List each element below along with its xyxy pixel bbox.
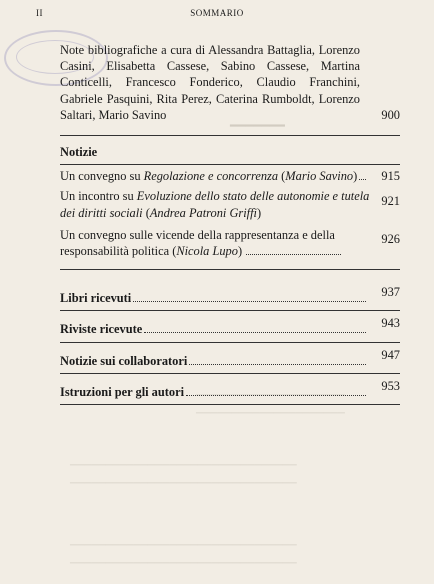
divider bbox=[60, 269, 400, 270]
bibliography-page: 900 bbox=[381, 107, 400, 122]
leader-dots bbox=[189, 363, 366, 365]
divider bbox=[60, 135, 400, 136]
leader-dots bbox=[246, 253, 341, 255]
toc-entry-istruzioni bbox=[60, 378, 400, 400]
toc-entry-collaboratori bbox=[60, 347, 400, 369]
toc-entry-notizia: Un incontro su Evoluzione dello stato delle autonomie e tutela dei diritti sociali (Andrea Patroni Griffi) 921 bbox=[60, 189, 400, 220]
divider bbox=[60, 404, 400, 405]
toc-entry-notizia: Un convegno sulle vicende della rappresentanza e della responsabilità politica (Nicola Lupo) 926 bbox=[60, 227, 400, 259]
entry-author: Andrea Patroni Griffi bbox=[149, 205, 257, 220]
table-of-contents bbox=[60, 40, 400, 405]
entry-prefix: Un convegno su bbox=[60, 169, 144, 184]
entry-label: Libri ricevuti bbox=[60, 291, 132, 306]
divider bbox=[60, 164, 400, 165]
divider bbox=[60, 342, 400, 343]
show-through-text: ───────────────────── bbox=[196, 408, 345, 419]
entry-author: Mario Savino bbox=[285, 169, 354, 184]
entry-prefix: Un convegno sulle vicende della rappresentanza e della responsabilità politica bbox=[60, 227, 335, 259]
entry-title: Regolazione e concorrenza bbox=[143, 169, 279, 184]
entry-title: Evoluzione dello stato delle autonomie e tutela dei diritti sociali bbox=[60, 189, 370, 220]
entry-label: Riviste ricevute bbox=[60, 322, 143, 337]
section-title: SOMMARIO bbox=[190, 8, 244, 18]
page-number: II bbox=[36, 8, 43, 18]
leader-dots bbox=[144, 331, 366, 333]
show-through-text: ━━━━━━━ bbox=[230, 118, 285, 133]
entry-author: Nicola Lupo bbox=[176, 244, 238, 259]
show-through-text: ──────────────────────────────── bbox=[70, 478, 297, 489]
show-through-text: ──────────────────────────────── bbox=[70, 540, 297, 551]
show-through-text: ──────────────────────────────── bbox=[70, 558, 297, 569]
entry-prefix: Un incontro su bbox=[60, 189, 137, 204]
entry-page: 926 bbox=[381, 231, 400, 246]
entry-page: 915 bbox=[381, 169, 400, 184]
divider bbox=[60, 373, 400, 374]
bibliography-text: Note bibliografiche a cura di Alessandra Battaglia, Lorenzo Casini, Elisabetta Cassese, Sabino Cassese, Martina Conticelli, Francesco Fonderico, Claudio Franchini, Gabriele Pasquini, Rita Perez, Caterina Rumboldt, Lorenzo Saltari, Mario Savino bbox=[60, 43, 360, 122]
leader-dots bbox=[186, 394, 366, 396]
toc-entry-notizia: Un convegno su Regolazione e concorrenza (Mario Savino) 915 bbox=[60, 169, 400, 184]
entry-label: Notizie sui collaboratori bbox=[60, 353, 188, 368]
running-head bbox=[0, 8, 434, 22]
toc-entry-libri bbox=[60, 285, 400, 306]
notizie-heading: Notizie bbox=[60, 145, 98, 160]
leader-dots bbox=[359, 178, 366, 180]
show-through-text: ──────────────────────────────── bbox=[70, 460, 297, 471]
toc-entry-bibliography bbox=[60, 42, 400, 123]
entry-page: 953 bbox=[381, 378, 400, 393]
entry-label: Istruzioni per gli autori bbox=[60, 384, 185, 399]
entry-page: 943 bbox=[381, 316, 400, 331]
show-through-text: ───────────────────── bbox=[196, 390, 345, 401]
entry-page: 937 bbox=[381, 285, 400, 300]
toc-entry-riviste bbox=[60, 316, 400, 337]
divider bbox=[60, 310, 400, 311]
leader-dots bbox=[133, 300, 366, 302]
entry-page: 921 bbox=[381, 194, 400, 209]
entry-page: 947 bbox=[381, 347, 400, 362]
